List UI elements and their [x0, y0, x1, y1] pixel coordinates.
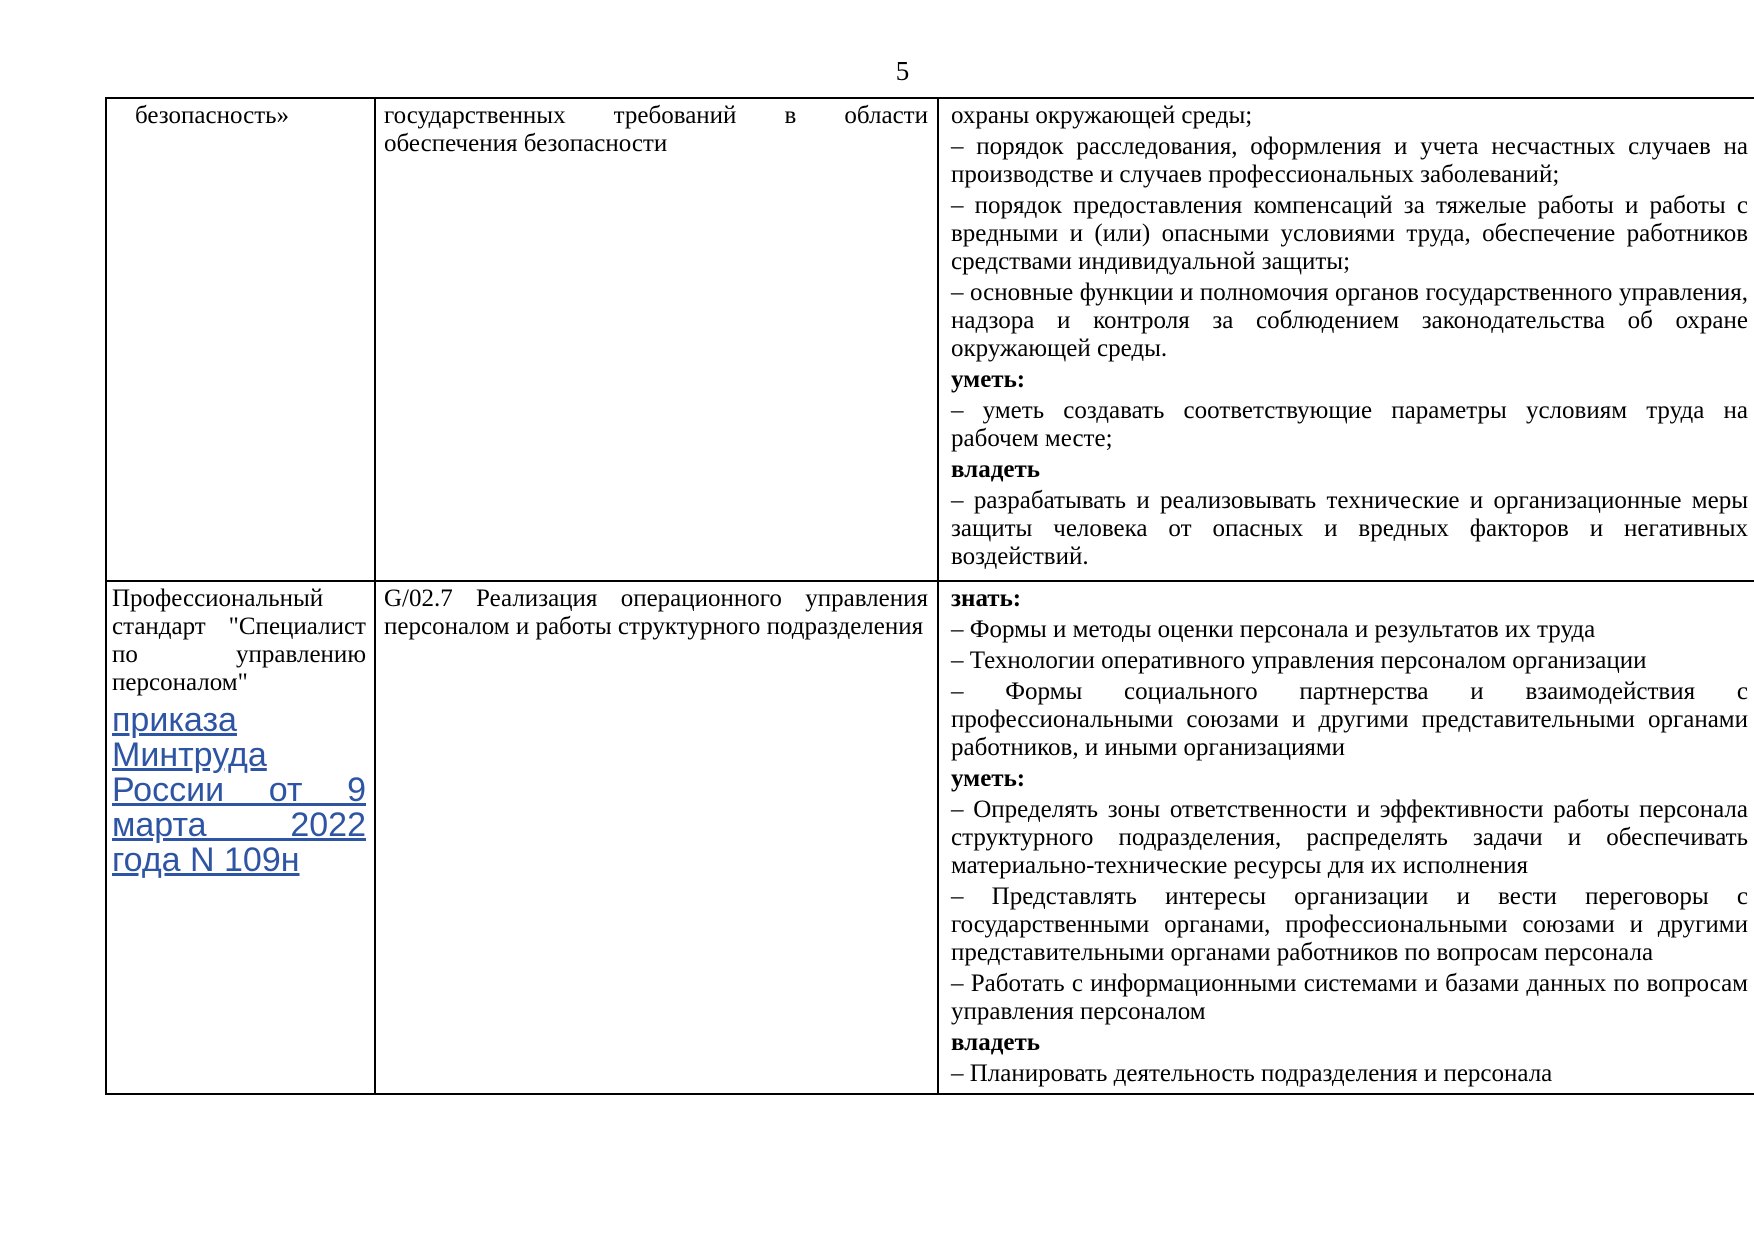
cell-paragraph: уметь:	[951, 765, 1026, 792]
function-text: государственных требований в области обеспечения безопасности	[384, 102, 928, 157]
table-row	[106, 98, 1754, 581]
cell-paragraph: владеть	[951, 456, 1040, 483]
cell-paragraph: – Формы социального партнерства и взаимодействия с профессиональными союзами и другими представительными органами работников, и иными организациями	[951, 678, 1748, 761]
cell-paragraph: – порядок расследования, оформления и учета несчастных случаев на производстве и случаев профессиональных заболеваний;	[951, 133, 1748, 188]
table-row	[106, 581, 1754, 1094]
mintrud-order-link[interactable]: приказа Минтруда России от 9 марта 2022 года N 109н	[112, 701, 366, 879]
cell-paragraph: – Представлять интересы организации и вести переговоры с государственными органами, профессиональными союзами и другими представительными органами работников по вопросам персонала	[951, 883, 1748, 966]
cell-paragraph: – Формы и методы оценки персонала и результатов их труда	[951, 616, 1596, 643]
cell-paragraph: – порядок предоставления компенсаций за тяжелые работы и работы с вредными и (или) опасными условиями труда, обеспечение работников средствами индивидуальной защиты;	[951, 192, 1748, 275]
requirements-cell	[938, 581, 1754, 1094]
cell-paragraph: – уметь создавать соответствующие параметры условиям труда на рабочем месте;	[951, 397, 1748, 452]
requirements-paragraphs	[951, 585, 1748, 1088]
cell-paragraph: – разрабатывать и реализовывать технические и организационные меры защиты человека от опасных и вредных факторов и негативных воздействий.	[951, 487, 1748, 570]
cell-paragraph: знать:	[951, 585, 1022, 612]
page-number: 5	[895, 56, 910, 86]
requirements-cell	[938, 98, 1754, 581]
source-link-paragraph	[112, 703, 366, 878]
function-text: G/02.7 Реализация операционного управления персоналом и работы структурного подразделения	[384, 585, 928, 640]
function-cell	[375, 98, 938, 581]
source-text: Профессиональный стандарт "Специалист по управлению персоналом"	[112, 585, 366, 696]
cell-paragraph: – Планировать деятельность подразделения и персонала	[951, 1060, 1553, 1087]
cell-paragraph: охраны окружающей среды;	[951, 102, 1253, 129]
content-table	[105, 97, 1754, 1095]
cell-paragraph: уметь:	[951, 366, 1026, 393]
source-cell	[106, 581, 375, 1094]
source-cell	[106, 98, 375, 581]
cell-paragraph: – Работать с информационными системами и базами данных по вопросам управления персоналом	[951, 970, 1748, 1025]
function-cell	[375, 581, 938, 1094]
requirements-paragraphs	[951, 102, 1748, 571]
cell-paragraph: владеть	[951, 1029, 1040, 1056]
cell-paragraph: – основные функции и полномочия органов государственного управления, надзора и контроля за соблюдением законодательства об охране окружающей среды.	[951, 279, 1748, 362]
cell-paragraph: – Технологии оперативного управления персоналом организации	[951, 647, 1647, 674]
source-text: безопасность»	[135, 102, 290, 129]
cell-paragraph: – Определять зоны ответственности и эффективности работы персонала структурного подразделения, распределять задачи и обеспечивать материально-технические ресурсы для их исполнения	[951, 796, 1748, 879]
